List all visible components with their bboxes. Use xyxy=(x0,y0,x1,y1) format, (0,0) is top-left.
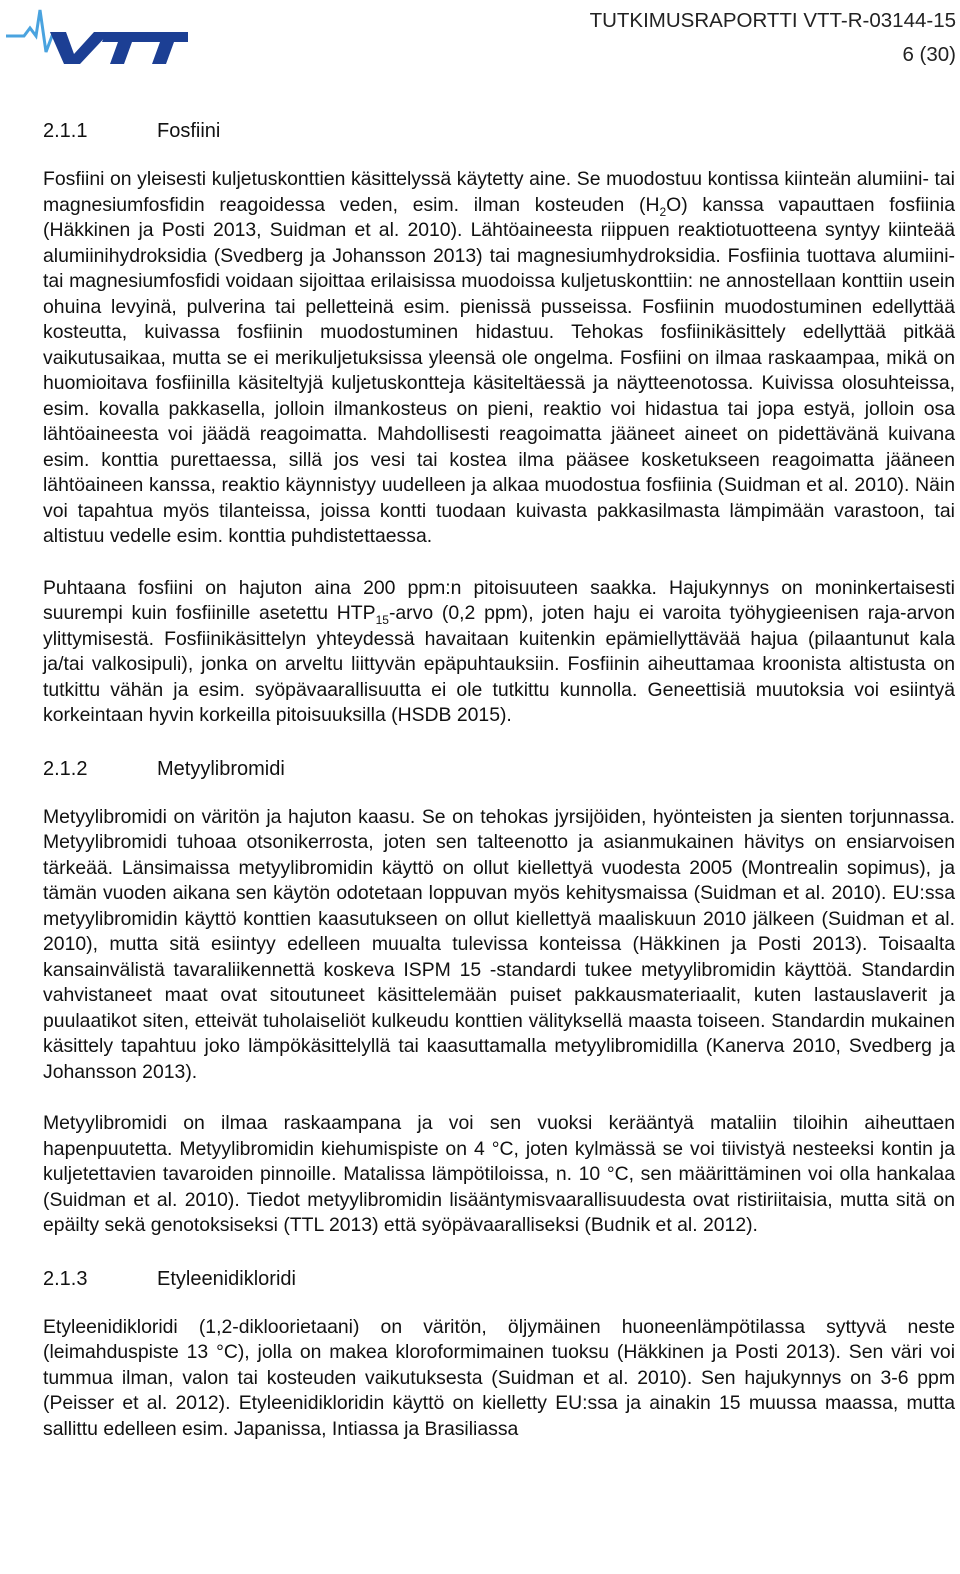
section-heading-metyylibromidi xyxy=(43,755,955,783)
paragraph-text: O) kanssa vapauttaen fosfiinia (Häkkinen ja Posti 2013, Suidman et al. 2010). Lähtöaineesta riippuen reaktiotuotteena syntyy kiinteää alumiinihydroksidia (Svedberg ja Johansson 2013) tai magnesiumhydroksidia. Fosfiinia tuottava alumiini- tai magnesiumfosfidi voidaan sijoittaa erilaisissa muodoissa kuljetuskonttiin: ne annostellaan konttiin usein ohuina levyinä, pulverina tai pelletteinä esim. pienissä pusseissa. Fosfiinin muodostuminen edellyttää kosteutta, kuivassa fosfiinin muodostuminen hidastuu. Tehokas fosfiinikäsittely edellyttää pitkää vaikutusaikaa, mutta se ei merikuljetuksissa yleensä ole ongelma. Fosfiini on ilmaa raskaampaa, mikä on huomioitava fosfiinilla käsiteltyjä kuljetuskontteja käsiteltäessä ja näytteenotossa. Kuivissa olosuhteissa, esim. kovalla pakkasella, jolloin ilmankosteus on pieni, reaktio voi hidastua tai jopa estyä, jolloin osa lähtöaineesta voi jäädä reagoimatta. Mahdollisesti reagoimatta jääneet aineet on pidettävänä kuivana esim. konttia purettaessa, sillä jos vesi tai kostea ilma pääsee kosketukseen reagoimatta jääneen lähtöaineen kanssa, reaktio käynnistyy uudelleen ja alkaa muodostua fosfiinia (Suidman et al. 2010). Näin voi tapahtua myös tilanteissa, joissa kontti tuodaan kuivasta pakkasilmasta lämpimään varastoon, tai altistuu vedelle esim. konttia puhdistettaessa. xyxy=(43,193,955,547)
logo-letter-v xyxy=(50,32,110,64)
section-title: Fosfiini xyxy=(157,120,221,142)
subscript: 2 xyxy=(659,204,667,219)
section-number: 2.1.2 xyxy=(43,757,88,780)
logo-letter-t1 xyxy=(102,32,150,64)
page-number: 6 (30) xyxy=(902,43,956,66)
paragraph xyxy=(43,167,955,550)
paragraph: Metyylibromidi on väritön ja hajuton kaasu. Se on tehokas jyrsijöiden, hyönteisten ja sienten torjunnassa. Metyylibromidi tuhoaa otsonikerrosta, joten sen talteenotto ja asianmukainen hävitys on ensiarvoisen tärkeää. Länsimaissa metyylibromidin käyttö on ollut kiellettyä vuodesta 2005 (Montrealin sopimus), ja tämän vuoden aikana sen käytön odotetaan loppuvan myös kehitysmaissa (Suidman et al. 2010). EU:ssa metyylibromidin käyttö konttien kaasutukseen on ollut kiellettyä maaliskuun 2010 jälkeen (Suidman et al. 2010), mutta sitä esiintyy edelleen muualta tulevissa konteissa (Häkkinen ja Posti 2013). Toisaalta kansainvälistä tavaraliikennettä koskeva ISPM 15 -standardi tukee metyylibromidin käyttöä. Standardin vahvistaneet maat ovat sitoutuneet käsittelemään puiset pakkausmateriaalit, kuten lastauslaverit ja puulaatikot siten, etteivät tuholaiseliöt kulkeudu konttien välityksellä maasta toiseen. Standardin mukainen käsittely tapahtuu joko lämpökäsittelyllä tai kaasuttamalla metyylibromidilla (Kanerva 2010, Svedberg ja Johansson 2013). xyxy=(43,805,955,1083)
section-number: 2.1.3 xyxy=(43,1267,88,1290)
paragraph xyxy=(43,576,955,729)
section-title: Metyylibromidi xyxy=(157,757,285,780)
vtt-logo xyxy=(6,2,188,66)
paragraph-text: -arvo (0,2 ppm), joten haju ei varoita työhygieenisen raja-arvon ylittymisestä. Fosfiinikäsittelyn yhteydessä havaitaan kuitenkin epämiellyttävää hajua (pilaantunut kala ja/tai valkosipuli), jonka on arveltu liittyvän epäpuhtauksiin. Fosfiinin aiheuttamaa kroonista altistusta on tutkittu vähän ja esim. syöpävaarallisuutta ei ole tutkittu kunnolla. Geneettisiä muutoksia voi esiintyä korkeintaan hyvin korkeilla pitoisuuksilla (HSDB 2015). xyxy=(43,602,955,726)
report-id: TUTKIMUSRAPORTTI VTT-R-03144-15 xyxy=(589,9,956,32)
subscript: 15 xyxy=(375,612,389,627)
vtt-logo-graphic xyxy=(6,2,188,66)
section-heading-etyleenidikloridi xyxy=(43,1265,955,1293)
logo-letter-t2 xyxy=(144,32,188,64)
paragraph-text: Fosfiini on yleisesti kuljetuskonttien käsittelyssä käytetty aine. Se muodostuu kontissa kiinteän alumiini- tai magnesiumfosfidin reagoidessa veden, esim. ilman kosteuden (H xyxy=(43,168,955,216)
section-title: Etyleenidikloridi xyxy=(157,1267,296,1290)
document-body xyxy=(43,117,955,1442)
paragraph-text: Puhtaana fosfiini on hajuton aina 200 ppm:n pitoisuuteen saakka. Hajukynnys on moninkertaisesti suurempi kuin fosfiinille asetettu HTP xyxy=(43,576,955,624)
section-number: 2.1.1 xyxy=(43,120,88,142)
paragraph: Metyylibromidi on ilmaa raskaampana ja voi sen vuoksi kerääntyä mataliin tiloihin aiheuttaen hapenpuutetta. Metyylibromidin kiehumispiste on 4 °C, joten kylmässä se voi tiivistyä nesteeksi kontin ja kuljetettavien tavaroiden pinnoille. Matalissa lämpötiloissa, n. 10 °C, sen määrittäminen voi olla hankalaa (Suidman et al. 2010). Tiedot metyylibromidin lisääntymisvaarallisuudesta ovat ristiriitaisia, mutta sitä on epäilty sekä genotoksiseksi (TTL 2013) että syöpävaaralliseksi (Budnik et al. 2012). xyxy=(43,1112,955,1236)
section-heading-fosfiini xyxy=(43,117,955,145)
paragraph: Etyleenidikloridi (1,2-dikloorietaani) on väritön, öljymäinen huoneenlämpötilassa syttyvä neste (leimahduspiste 13 °C), jolla on makea kloroformimainen tuoksu (Häkkinen ja Posti 2013). Sen väri voi tummua ilman, valon tai kosteuden vaikutuksesta (Suidman et al. 2010). Sen hajukynnys on 3-6 ppm (Peisser et al. 2012). Etyleenidikloridin käyttö on kielletty EU:ssa ja ainakin 15 muussa maassa, mutta sallittu edelleen esim. Japanissa, Intiassa ja Brasiliassa xyxy=(43,1315,955,1440)
